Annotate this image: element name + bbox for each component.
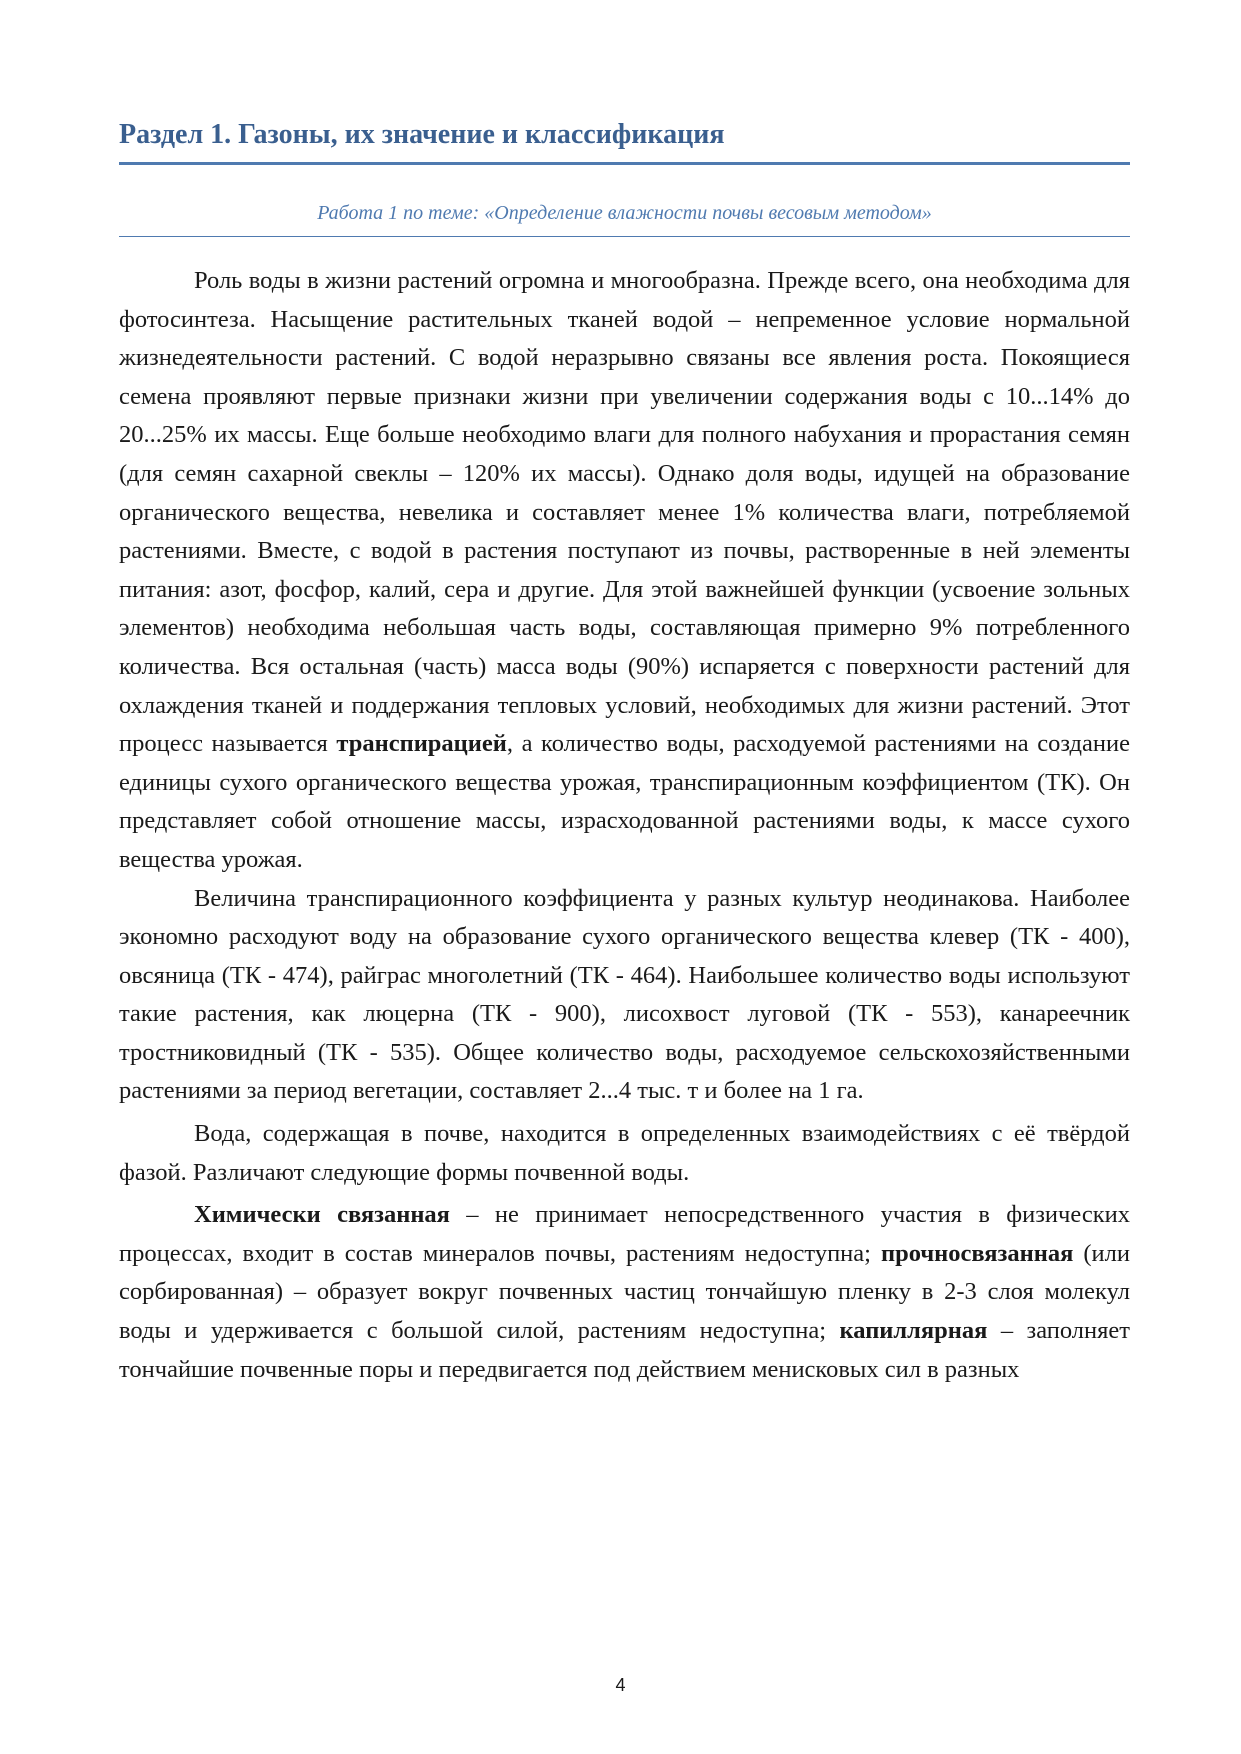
paragraph-water-role bbox=[119, 262, 1130, 880]
term-chemically-bound: Химически связанная bbox=[194, 1201, 450, 1229]
paragraph-water-types bbox=[119, 1196, 1130, 1389]
paragraph-transpiration-coefficient: Величина транспирационного коэффициента у разных культур неодинакова. Наиболее экономно расходуют воду на образование сухого органического вещества клевер (ТК - 400), овсяница (ТК - 474), райграс многолетний (ТК - 464). Наибольшее количество воды используют такие растения, как люцерна (ТК - 900), лисохвост луговой (ТК - 553), канареечник тростниковидный (ТК - 535). Общее количество воды, расходуемое сельскохозяйственными растениями за период вегетации, составляет 2...4 тыс. т и более на 1 га. bbox=[119, 884, 1130, 1105]
term-capillary: капиллярная bbox=[839, 1317, 988, 1345]
page-number: 4 bbox=[615, 1675, 626, 1695]
term-strongly-bound: прочносвязанная bbox=[880, 1239, 1074, 1267]
paragraph-text: Роль воды в жизни растений огромна и многообразна. Прежде всего, она необходима для фотосинтеза. Насыщение растительных тканей водой – непременное условие нормальной жизнедеятельности растений. С водой неразрывно связаны все явления роста. Покоящиеся семена проявляют первые признаки жизни при увеличении содержания воды с 10...14% до 20...25% их массы. Еще больше необходимо влаги для полного набухания и прорастания семян (для семян сахарной свеклы – 120% их массы). Однако доля воды, идущей на образование органического вещества, невелика и составляет менее 1% количества влаги, потребляемой растениями. Вместе, с водой в растения поступают из почвы, растворенные в ней элементы питания: азот, фосфор, калий, сера и другие. Для этой важнейшей функции (усвоение зольных элементов) необходима небольшая часть воды, составляющая примерно 9% потребленного количества. Вся остальная (часть) масса воды (90%) испаряется с поверхности растений для охлаждения тканей и поддержания тепловых условий, необходимых для жизни растений. Этот процесс называется bbox=[119, 267, 1130, 758]
term-transpiration: транспирацией bbox=[336, 730, 507, 758]
paragraph-soil-water-forms: Вода, содержащая в почве, находится в определенных взаимодействиях с её твёрдой фазой. Различают следующие формы почвенной воды. bbox=[119, 1120, 1130, 1186]
paragraph-text: (или сорбированная) – образует вокруг почвенных частиц тончайшую пленку в 2-3 слоя молекул воды и удерживается с большой силой, растениям недоступна; bbox=[119, 1239, 1130, 1345]
paragraph-text: – заполняет тончайшие почвенные поры и передвигается под действием менисковых сил в разных bbox=[119, 1317, 1130, 1383]
section-heading: Раздел 1. Газоны, их значение и классификация bbox=[119, 118, 1130, 165]
body-text bbox=[119, 262, 1130, 1389]
paragraph-text: , а количество воды, расходуемой растениями на создание единицы сухого органического вещества урожая, транспирационным коэффициентом (ТК). Он представляет собой отношение массы, израсходованной растениями воды, к массе сухого вещества урожая. bbox=[119, 730, 1130, 873]
paragraph-text: – не принимает непосредственного участия в физических процессах, входит в состав минералов почвы, растениям недоступна; bbox=[119, 1201, 1130, 1267]
work-title: Работа 1 по теме: «Определение влажности почвы весовым методом» bbox=[119, 200, 1130, 237]
